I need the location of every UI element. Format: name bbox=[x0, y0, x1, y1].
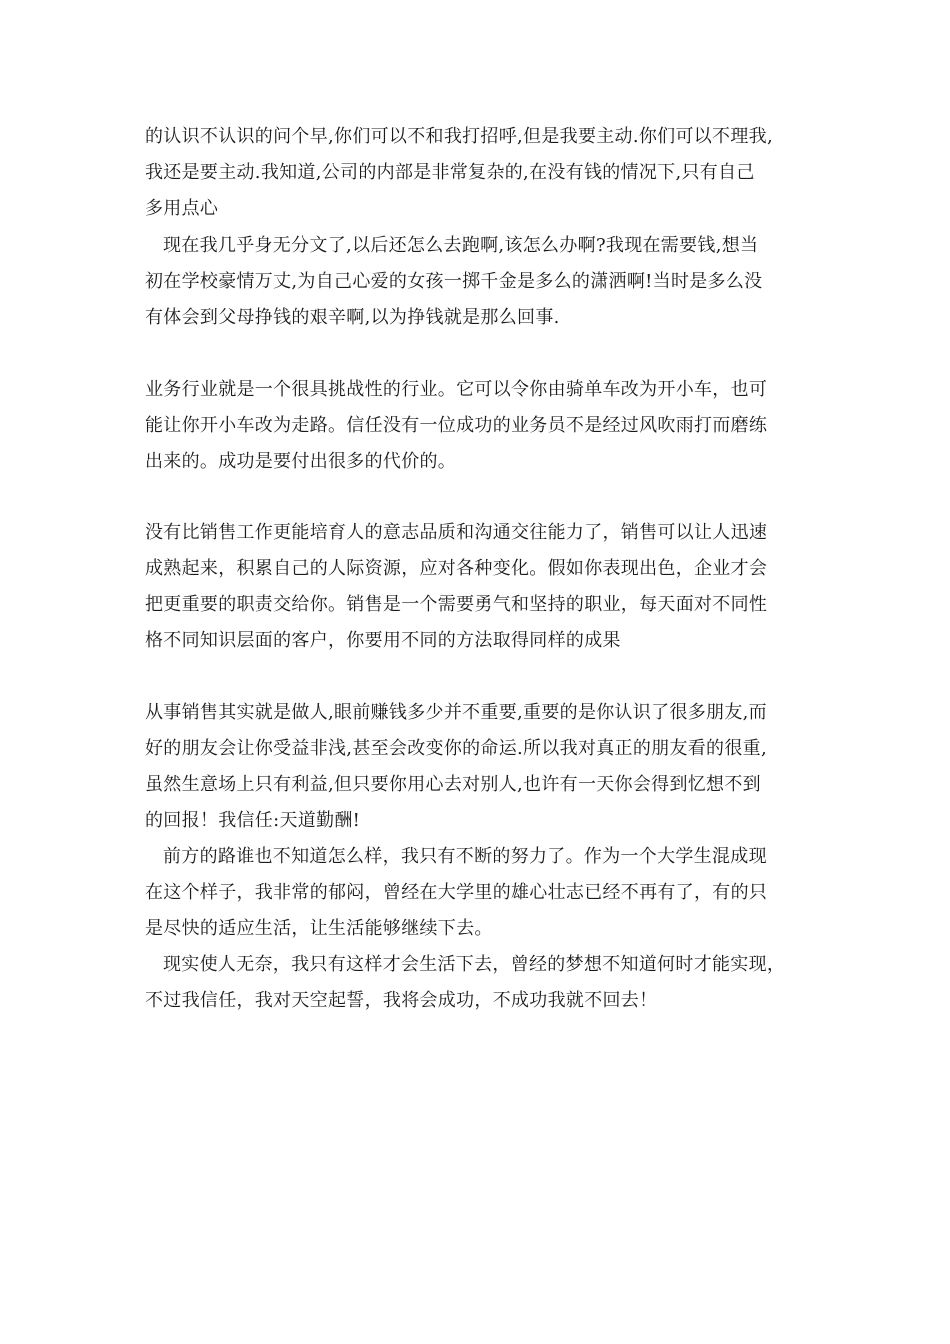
text-line: 我还是要主动.我知道,公司的内部是非常复杂的,在没有钱的情况下,只有自己 bbox=[145, 162, 755, 183]
text-line: 是尽快的适应生活，让生活能够继续下去。 bbox=[145, 918, 493, 939]
paragraph-3 bbox=[145, 372, 805, 480]
text-line: 的回报！我信任:天道勤酬! bbox=[145, 810, 361, 831]
text-line: 的认识不认识的问个早,你们可以不和我打招呼,但是我要主动.你们可以不理我, bbox=[145, 126, 773, 147]
text-line: 现在我几乎身无分文了,以后还怎么去跑啊,该怎么办啊?我现在需要钱,想当 bbox=[163, 235, 759, 256]
text-line: 没有比销售工作更能培育人的意志品质和沟通交往能力了，销售可以让人迅速 bbox=[145, 522, 768, 543]
text-line: 前方的路谁也不知道怎么样，我只有不断的努力了。作为一个大学生混成现 bbox=[163, 846, 767, 867]
paragraph-6 bbox=[145, 839, 805, 947]
text-line: 能让你开小车改为走路。信任没有一位成功的业务员不是经过风吹雨打而磨练 bbox=[145, 415, 768, 436]
paragraph-4 bbox=[145, 515, 805, 659]
paragraph-2 bbox=[145, 228, 805, 336]
text-line: 把更重要的职责交给你。销售是一个需要勇气和坚持的职业，每天面对不同性 bbox=[145, 594, 768, 615]
paragraph-5 bbox=[145, 695, 805, 839]
text-line: 出来的。成功是要付出很多的代价的。 bbox=[145, 451, 457, 472]
text-line: 初在学校豪情万丈,为自己心爱的女孩一掷千金是多么的潇洒啊!当时是多么没 bbox=[145, 271, 763, 292]
text-line: 多用点心 bbox=[145, 198, 219, 219]
text-line: 成熟起来，积累自己的人际资源，应对各种变化。假如你表现出色，企业才会 bbox=[145, 558, 768, 579]
text-line: 格不同知识层面的客户，你要用不同的方法取得同样的成果 bbox=[145, 630, 621, 651]
text-line: 好的朋友会让你受益非浅,甚至会改变你的命运.所以我对真正的朋友看的很重, bbox=[145, 738, 767, 759]
paragraph-1 bbox=[145, 119, 805, 227]
paragraph-7 bbox=[145, 947, 805, 1019]
text-line: 有体会到父母挣钱的艰辛啊,以为挣钱就是那么回事. bbox=[145, 307, 560, 328]
text-line: 在这个样子，我非常的郁闷，曾经在大学里的雄心壮志已经不再有了，有的只 bbox=[145, 882, 768, 903]
text-line: 不过我信任，我对天空起誓，我将会成功，不成功我就不回去！ bbox=[145, 990, 658, 1011]
text-line: 虽然生意场上只有利益,但只要你用心去对别人,也许有一天你会得到忆想不到 bbox=[145, 774, 761, 795]
text-line: 业务行业就是一个很具挑战性的行业。它可以令你由骑单车改为开小车，也可 bbox=[145, 379, 768, 400]
text-line: 现实使人无奈，我只有这样才会生活下去，曾经的梦想不知道何时才能实现， bbox=[163, 954, 786, 975]
text-line: 从事销售其实就是做人,眼前赚钱多少并不重要,重要的是你认识了很多朋友,而 bbox=[145, 702, 767, 723]
